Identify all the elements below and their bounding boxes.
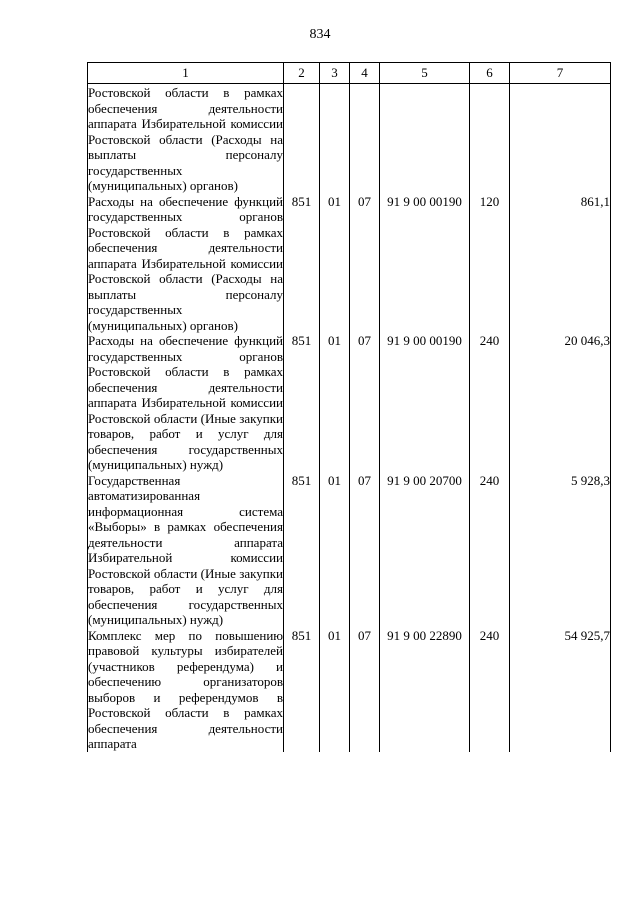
column-header-5: 5	[380, 63, 470, 84]
row-target-article: 91 9 00 22890	[380, 628, 470, 752]
row-ministry-code: 851	[284, 194, 320, 334]
row-ministry-code	[284, 84, 320, 194]
row-amount	[510, 84, 611, 194]
table-row	[88, 333, 611, 473]
row-description: Комплекс мер по повышению правовой культуры избирателей (участников референдума) и обеспечению организаторов выборов и референдумов в Ростовской области в рамках обеспечения деятельности аппарата	[88, 627, 283, 751]
table-row	[88, 628, 611, 752]
row-target-article: 91 9 00 00190	[380, 194, 470, 334]
row-ministry-code: 851	[284, 473, 320, 628]
row-target-article: 91 9 00 20700	[380, 473, 470, 628]
row-subsection-code	[350, 84, 380, 194]
row-target-article: 91 9 00 00190	[380, 333, 470, 473]
row-subsection-code: 07	[350, 473, 380, 628]
table-row	[88, 84, 611, 194]
row-amount: 20 046,3	[510, 333, 611, 473]
column-header-6: 6	[470, 63, 510, 84]
row-description: Ростовской области в рамках обеспечения деятельности аппарата Избирательной комиссии Ростовской области (Расходы на выплаты персоналу государственных (муниципальных) органов)	[88, 85, 283, 193]
row-expense-type: 240	[470, 628, 510, 752]
row-section-code: 01	[320, 194, 350, 334]
row-expense-type: 240	[470, 473, 510, 628]
row-subsection-code: 07	[350, 628, 380, 752]
row-expense-type: 120	[470, 194, 510, 334]
page-number: 834	[309, 27, 331, 42]
row-ministry-code: 851	[284, 628, 320, 752]
row-section-code: 01	[320, 333, 350, 473]
row-subsection-code: 07	[350, 194, 380, 334]
row-amount: 861,1	[510, 194, 611, 334]
row-section-code	[320, 84, 350, 194]
table-row	[88, 473, 611, 628]
column-header-2: 2	[284, 63, 320, 84]
row-expense-type: 240	[470, 333, 510, 473]
row-section-code: 01	[320, 473, 350, 628]
row-expense-type	[470, 84, 510, 194]
table-header-row	[88, 63, 611, 84]
row-description: Расходы на обеспечение функций государственных органов Ростовской области в рамках обеспечения деятельности аппарата Избирательной комиссии Ростовской области (Расходы на выплаты персоналу государственных (муниципальных) органов)	[88, 193, 283, 333]
row-target-article	[380, 84, 470, 194]
row-section-code: 01	[320, 628, 350, 752]
budget-table	[87, 62, 611, 752]
column-header-4: 4	[350, 63, 380, 84]
table-row	[88, 194, 611, 334]
row-subsection-code: 07	[350, 333, 380, 473]
column-header-7: 7	[510, 63, 611, 84]
row-description: Государственная автоматизированная информационная система «Выборы» в рамках обеспечения деятельности аппарата Избирательной комиссии Ростовской области (Иные закупки товаров, работ и услуг для обеспечения государственных (муниципальных) нужд)	[88, 472, 283, 627]
row-description: Расходы на обеспечение функций государственных органов Ростовской области в рамках обеспечения деятельности аппарата Избирательной комиссии Ростовской области (Иные закупки товаров, работ и услуг для обеспечения государственных (муниципальных) нужд)	[88, 333, 283, 472]
row-ministry-code: 851	[284, 333, 320, 473]
row-amount: 5 928,3	[510, 473, 611, 628]
row-amount: 54 925,7	[510, 628, 611, 752]
column-header-1: 1	[88, 63, 284, 84]
column-header-3: 3	[320, 63, 350, 84]
